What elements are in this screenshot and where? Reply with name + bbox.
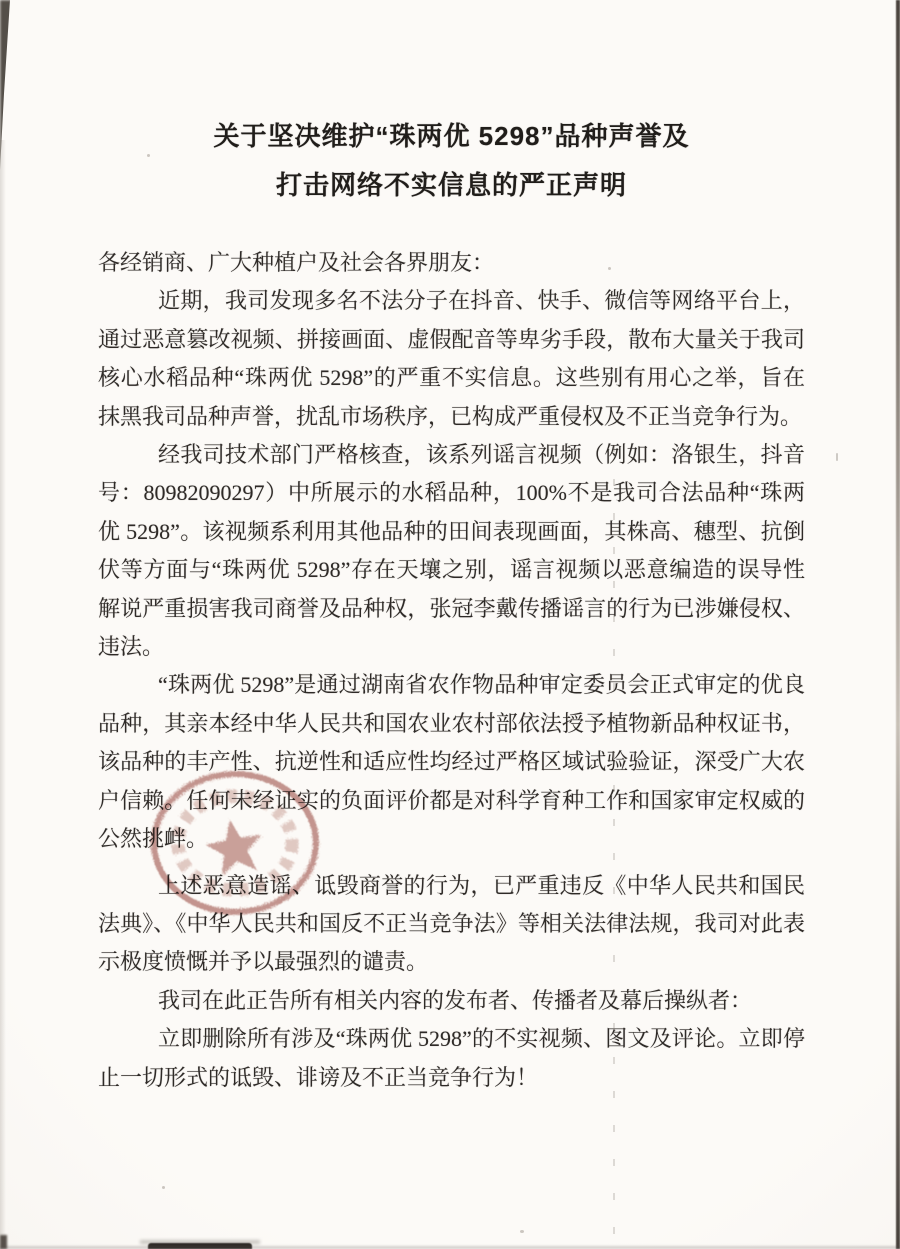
- salutation: 各经销商、广大种植户及社会各界朋友：: [98, 250, 495, 275]
- official-seal-stamp: [147, 768, 323, 918]
- paper-crease: [613, 445, 615, 1235]
- paragraph-2: 经我司技术部门严格核查，该系列谣言视频（例如：洛银生，抖音号：80982090297）中所展示的水稻品种，100%不是我司合法品种“珠两优 5298”。该视频系利用其他品种的田间表现画面，其株高、穗型、抗倒伏等方面与“珠两优 5298”存在天壤之别，谣言视频以恶意编造的误导性解说严重损害我司商誉及品种权，张冠李戴传播谣言的行为已涉嫌侵权、违法。: [98, 442, 805, 660]
- paragraph-3: “珠两优 5298”是通过湖南省农作物品种审定委员会正式审定的优良品种，其亲本经中华人民共和国农业农村部依法授予植物新品种权证书，该品种的丰产性、抗逆性和适应性均经过严格区域试验验证，深受广大农户信赖。任何未经证实的负面评价都是对科学育种工作和国家审定权威的公然挑衅。: [98, 672, 805, 852]
- scan-speck: [162, 1186, 165, 1189]
- title-line-2: 打击网络不实信息的严正声明: [275, 170, 627, 200]
- scan-speck: [836, 453, 838, 461]
- paragraph-4: 上述恶意造谣、诋毁商誉的行为，已严重违反《中华人民共和国民法典》、《中华人民共和国反不正当竞争法》等相关法律法规，我司对此表示极度愤慨并予以最强烈的谴责。: [98, 872, 805, 975]
- title-line-1: 关于坚决维护“珠两优 5298”品种声誉及: [213, 121, 690, 151]
- scan-speck: [520, 1230, 524, 1233]
- paragraph-5: 我司在此正告所有相关内容的发布者、传播者及幕后操纵者：: [158, 987, 753, 1013]
- document-body: [98, 112, 805, 1097]
- paragraph-1: 近期，我司发现多名不法分子在抖音、快手、微信等网络平台上，通过恶意篡改视频、拼接画面、虚假配音等卑劣手段，散布大量关于我司核心水稻品种“珠两优 5298”的严重不实信息。这些别有用心之举，旨在抹黑我司品种声誉，扰乱市场秩序，已构成严重侵权及不正当竞争行为。: [98, 288, 805, 429]
- scan-speck: [147, 154, 150, 157]
- document-title: [98, 112, 805, 210]
- paragraph-6: 立即删除所有涉及“珠两优 5298”的不实视频、图文及评论。立即停止一切形式的诋毁、诽谤及不正当竞争行为！: [98, 1026, 805, 1090]
- seal-star-icon: [202, 815, 268, 878]
- photo-edge-right: [896, 0, 900, 1249]
- paper-left-shadow: [0, 140, 6, 1249]
- scan-speck: [608, 267, 611, 270]
